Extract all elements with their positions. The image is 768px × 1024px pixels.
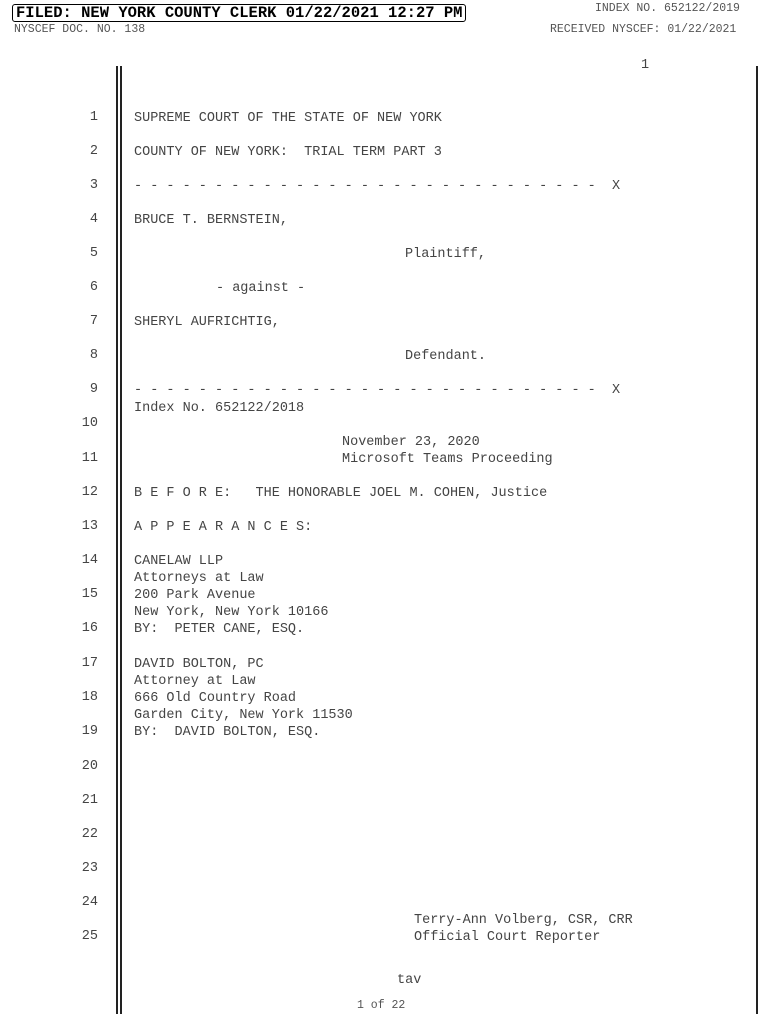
nyscef-doc-number: NYSCEF DOC. NO. 138 [14, 23, 146, 36]
counsel-line: New York, New York 10166 [134, 605, 329, 620]
line-number: 11 [81, 451, 98, 466]
before-line: B E F O R E: THE HONORABLE JOEL M. COHEN, Justice [134, 486, 548, 501]
county-line: COUNTY OF NEW YORK: TRIAL TERM PART 3 [134, 145, 442, 160]
page-of-count: 1 of 22 [357, 999, 406, 1012]
index-number: INDEX NO. 652122/2019 [595, 2, 740, 15]
caption-divider: - - - - - - - - - - - - - - - - - - - - - - - - - - - - - X [134, 383, 621, 398]
line-number: 16 [81, 621, 98, 636]
line-number: 5 [89, 246, 98, 261]
filed-banner: FILED: NEW YORK COUNTY CLERK 01/22/2021 12:27 PM [12, 4, 466, 22]
line-number: 19 [81, 724, 98, 739]
line-number: 9 [89, 382, 98, 397]
counsel-line: CANELAW LLP [134, 554, 224, 569]
appearances-heading: A P P E A R A N C E S: [134, 520, 313, 535]
line-number: 23 [81, 861, 98, 876]
line-number: 7 [89, 314, 98, 329]
counsel-line: DAVID BOLTON, PC [134, 657, 264, 672]
line-number: 4 [89, 212, 98, 227]
line-number: 10 [81, 416, 98, 431]
reporter-title: Official Court Reporter [414, 930, 601, 945]
proceeding-date: November 23, 2020 [342, 435, 480, 450]
received-date: RECEIVED NYSCEF: 01/22/2021 [550, 23, 737, 36]
line-number: 2 [89, 144, 98, 159]
caption-divider: - - - - - - - - - - - - - - - - - - - - - - - - - - - - - X [134, 179, 621, 194]
line-number: 12 [81, 485, 98, 500]
line-number: 1 [89, 110, 98, 125]
line-number: 21 [81, 793, 98, 808]
against-line: - against - [216, 281, 306, 296]
line-number: 15 [81, 587, 98, 602]
line-number: 14 [81, 553, 98, 568]
reporter-initials: tav [397, 973, 422, 988]
line-number: 22 [81, 827, 98, 842]
page-number: 1 [641, 58, 650, 73]
court-name: SUPREME COURT OF THE STATE OF NEW YORK [134, 111, 442, 126]
line-number: 13 [81, 519, 98, 534]
counsel-line: Attorney at Law [134, 674, 256, 689]
line-number: 6 [89, 280, 98, 295]
defendant-role: Defendant. [405, 349, 487, 364]
line-number: 24 [81, 895, 98, 910]
line-number: 3 [89, 178, 98, 193]
line-number: 25 [81, 929, 98, 944]
defendant-name: SHERYL AUFRICHTIG, [134, 315, 280, 330]
reporter-name: Terry-Ann Volberg, CSR, CRR [414, 913, 633, 928]
plaintiff-role: Plaintiff, [405, 247, 487, 262]
line-number: 8 [89, 348, 98, 363]
line-number: 20 [81, 759, 98, 774]
line-number: 18 [81, 690, 98, 705]
counsel-line: Attorneys at Law [134, 571, 264, 586]
right-margin-rule [756, 66, 758, 1014]
counsel-line: BY: PETER CANE, ESQ. [134, 622, 305, 637]
counsel-line: BY: DAVID BOLTON, ESQ. [134, 725, 321, 740]
counsel-line: Garden City, New York 11530 [134, 708, 353, 723]
index-line: Index No. 652122/2018 [134, 401, 305, 416]
left-margin-rule-outer [116, 66, 118, 1014]
left-margin-rule-inner [120, 66, 122, 1014]
counsel-line: 666 Old Country Road [134, 691, 297, 706]
proceeding-type: Microsoft Teams Proceeding [342, 452, 553, 467]
plaintiff-name: BRUCE T. BERNSTEIN, [134, 213, 288, 228]
counsel-line: 200 Park Avenue [134, 588, 256, 603]
line-number: 17 [81, 656, 98, 671]
